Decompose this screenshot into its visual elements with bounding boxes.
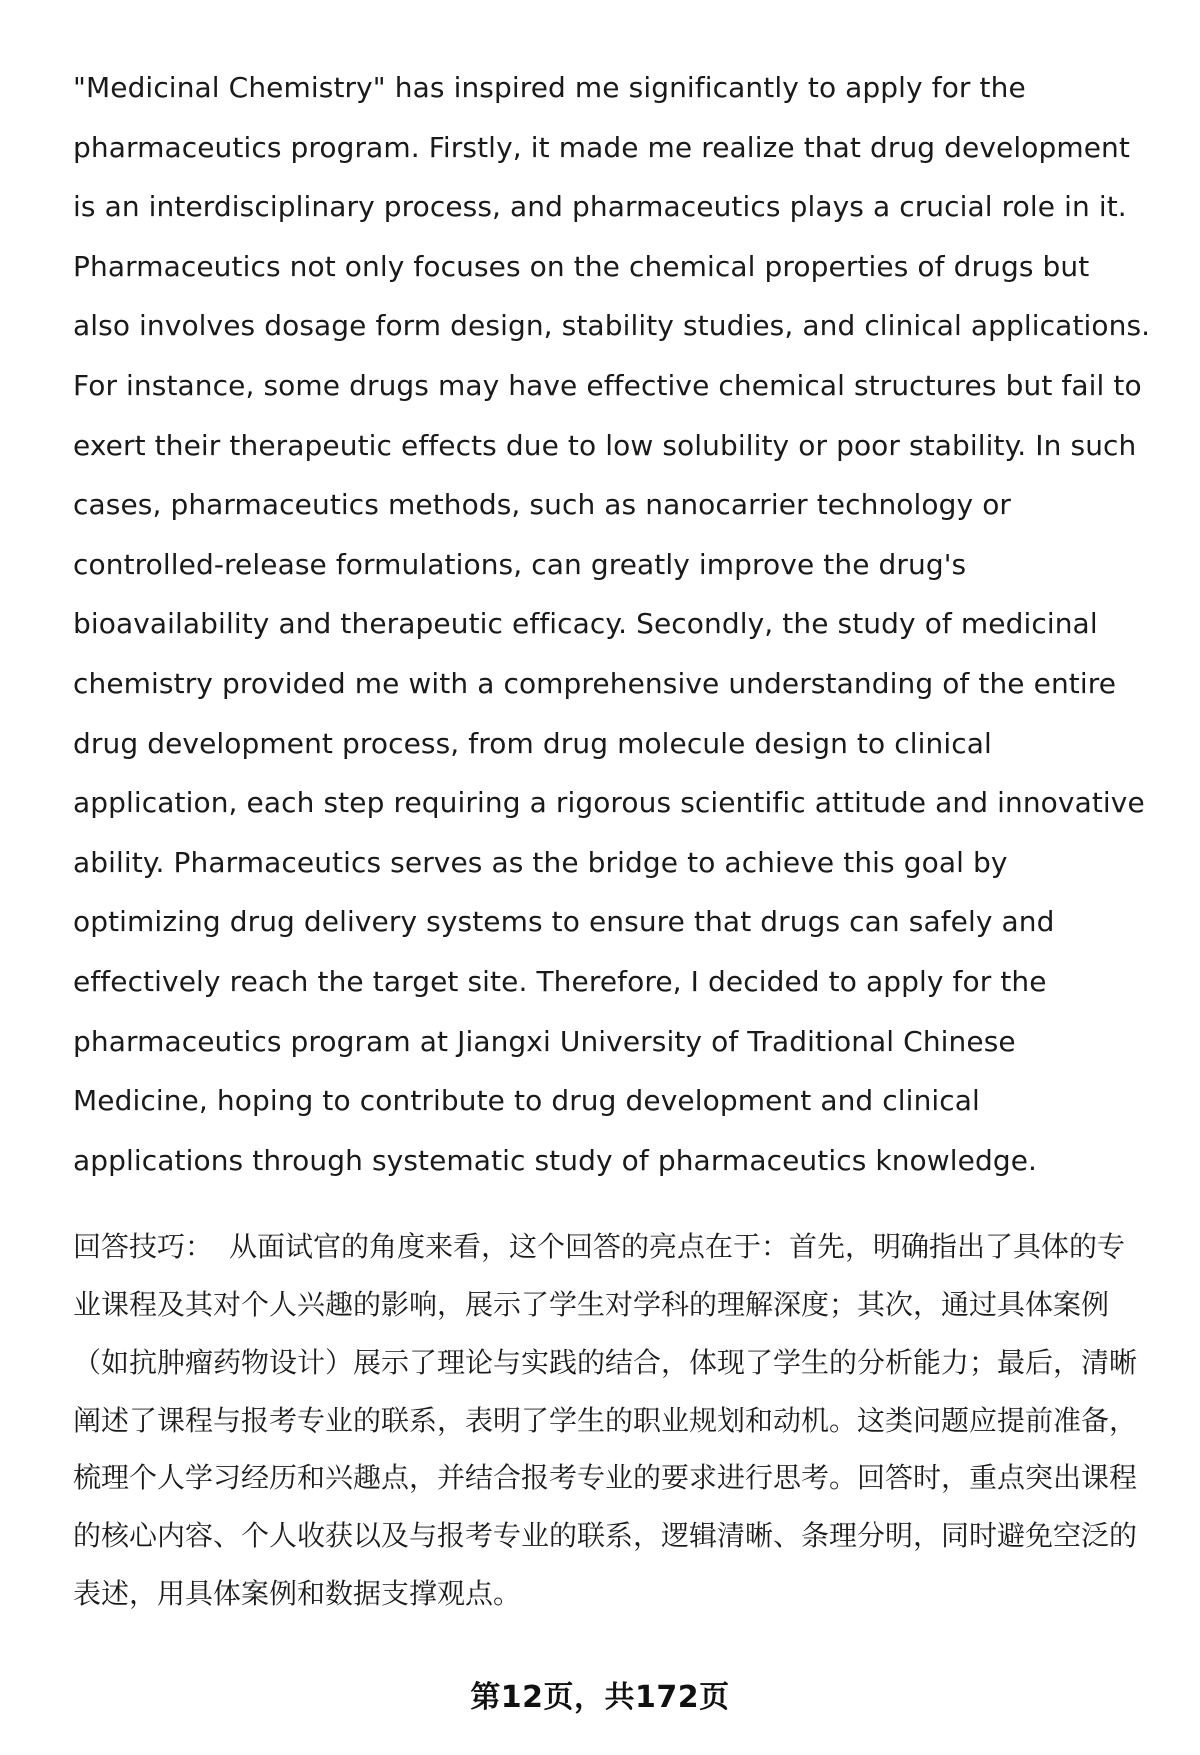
tips-label: 回答技巧： bbox=[73, 1230, 214, 1264]
document-page bbox=[73, 58, 1153, 1623]
answer-tips-section bbox=[73, 1218, 1153, 1623]
answer-paragraph: "Medicinal Chemistry" has inspired me significantly to apply for the pharmaceutics program. Firstly, it made me realize that drug development is an interdisciplinary process, and pharmaceutics plays a crucial role in it. Pharmaceutics not only focuses on the chemical properties of drugs but also involves dosage form design, stability studies, and clinical applications. For instance, some drugs may have effective chemical structures but fail to exert their therapeutic effects due to low solubility or poor stability. In such cases, pharmaceutics methods, such as nanocarrier technology or controlled-release formulations, can greatly improve the drug's bioavailability and therapeutic efficacy. Secondly, the study of medicinal chemistry provided me with a comprehensive understanding of the entire drug development process, from drug molecule design to clinical application, each step requiring a rigorous scientific attitude and innovative ability. Pharmaceutics serves as the bridge to achieve this goal by optimizing drug delivery systems to ensure that drugs can safely and effectively reach the target site. Therefore, I decided to apply for the pharmaceutics program at Jiangxi University of Traditional Chinese Medicine, hoping to contribute to drug development and clinical applications through systematic study of pharmaceutics knowledge. bbox=[73, 71, 1151, 1177]
page-number-footer: 第12页，共172页 bbox=[470, 1680, 730, 1715]
tips-text: 从面试官的角度来看，这个回答的亮点在于：首先，明确指出了具体的专业课程及其对个人兴趣的影响，展示了学生对学科的理解深度；其次，通过具体案例（如抗肿瘤药物设计）展示了理论与实践的结合，体现了学生的分析能力；最后，清晰阐述了课程与报考专业的联系，表明了学生的职业规划和动机。这类问题应提前准备，梳理个人学习经历和兴趣点，并结合报考专业的要求进行思考。回答时，重点突出课程的核心内容、个人收获以及与报考专业的联系，逻辑清晰、条理分明，同时避免空泛的表述，用具体案例和数据支撑观点。 bbox=[73, 1230, 1138, 1611]
